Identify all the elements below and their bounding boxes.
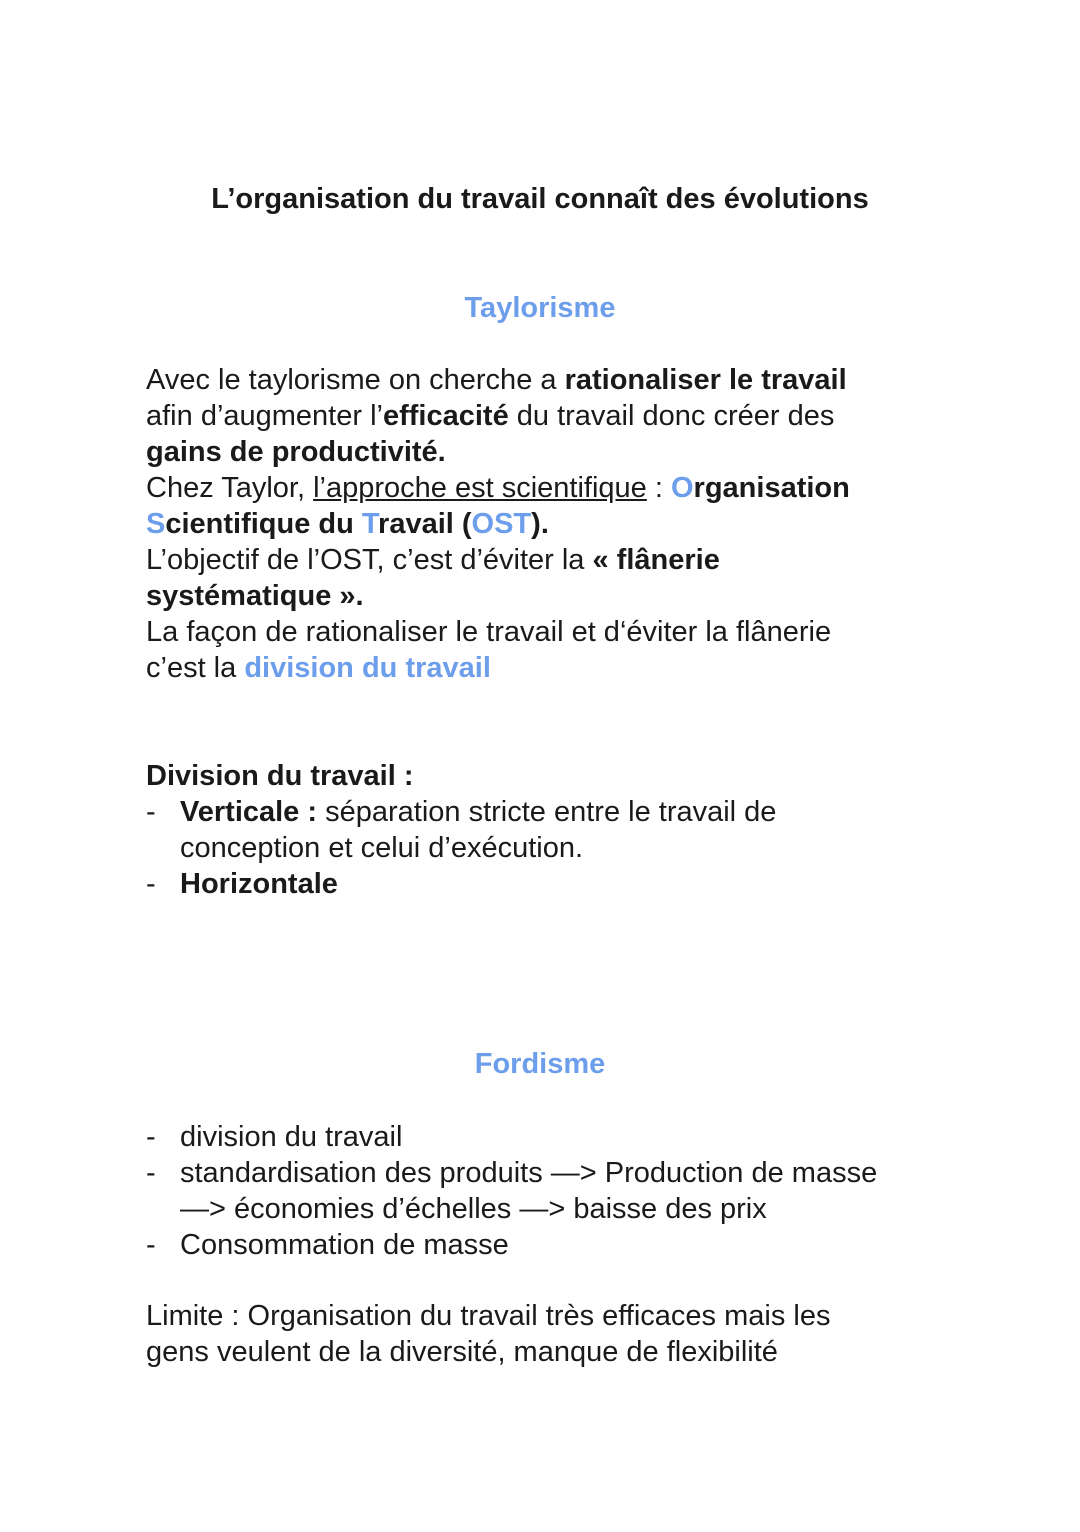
list-item: [146, 1119, 966, 1155]
text-span: séparation stricte entre le travail de: [317, 796, 777, 828]
division-section: [146, 758, 966, 902]
underlined-span: l’approche est scientifique: [313, 472, 647, 504]
list-item: [146, 866, 966, 902]
bold-span: Horizontale: [180, 868, 338, 900]
text-span: Consommation de masse: [180, 1229, 509, 1261]
taylorisme-paragraph-1: [146, 362, 966, 470]
text-span: standardisation des produits —> Production de masse: [180, 1157, 878, 1189]
taylorisme-paragraph-2: [146, 470, 966, 542]
text-span: du travail donc créer des: [508, 400, 835, 432]
taylorisme-paragraph-4: [146, 614, 966, 686]
bold-span: ).: [531, 508, 549, 540]
division-list: [146, 794, 966, 902]
text-span: Limite : Organisation du travail très efficaces mais les: [146, 1300, 831, 1332]
text-span: gens veulent de la diversité, manque de flexibilité: [146, 1336, 778, 1368]
bold-span: ravail (: [378, 508, 472, 540]
taylorisme-heading: Taylorisme: [464, 292, 616, 324]
bold-span: efficacité: [382, 400, 509, 432]
list-item: [146, 794, 966, 866]
fordisme-list: [146, 1119, 966, 1263]
limite-text: [146, 1298, 966, 1370]
bold-span: « flânerie: [592, 544, 720, 576]
list-item: [146, 1227, 966, 1263]
acronym-letter: S: [146, 508, 166, 540]
text-span: conception et celui d’exécution.: [180, 832, 584, 864]
limite-paragraph: [146, 1298, 966, 1370]
bold-span: gains de productivité.: [146, 436, 446, 468]
text-span: La façon de rationaliser le travail et d‘éviter la flânerie: [146, 616, 832, 648]
text-span: —> économies d’échelles —> baisse des prix: [180, 1193, 767, 1225]
text-span: c’est la: [146, 652, 245, 684]
text-span: afin d’augmenter l’: [146, 400, 383, 432]
page-title: L’organisation du travail connaît des évolutions: [211, 183, 869, 215]
list-item: [146, 1155, 966, 1227]
text-span: :: [646, 472, 671, 504]
taylorisme-text: [146, 362, 966, 686]
highlight-span: division du travail: [244, 652, 491, 684]
division-heading: Division du travail :: [146, 760, 414, 792]
text-span: division du travail: [180, 1121, 403, 1153]
acronym-letter: O: [670, 472, 694, 504]
bold-span: rationaliser le travail: [564, 364, 847, 396]
taylorisme-paragraph-3: [146, 542, 966, 614]
bold-span: rganisation: [693, 472, 850, 504]
acronym-letter: T: [361, 508, 379, 540]
text-span: Chez Taylor,: [146, 472, 314, 504]
bold-span: cientifique du: [165, 508, 362, 540]
bold-span: Verticale :: [180, 796, 318, 828]
acronym-ost: OST: [471, 508, 532, 540]
fordisme-section: [146, 1119, 966, 1263]
fordisme-heading: Fordisme: [474, 1048, 606, 1080]
text-span: Avec le taylorisme on cherche a: [146, 364, 565, 396]
bold-span: systématique ».: [146, 580, 364, 612]
text-span: L’objectif de l’OST, c’est d’éviter la: [146, 544, 593, 576]
